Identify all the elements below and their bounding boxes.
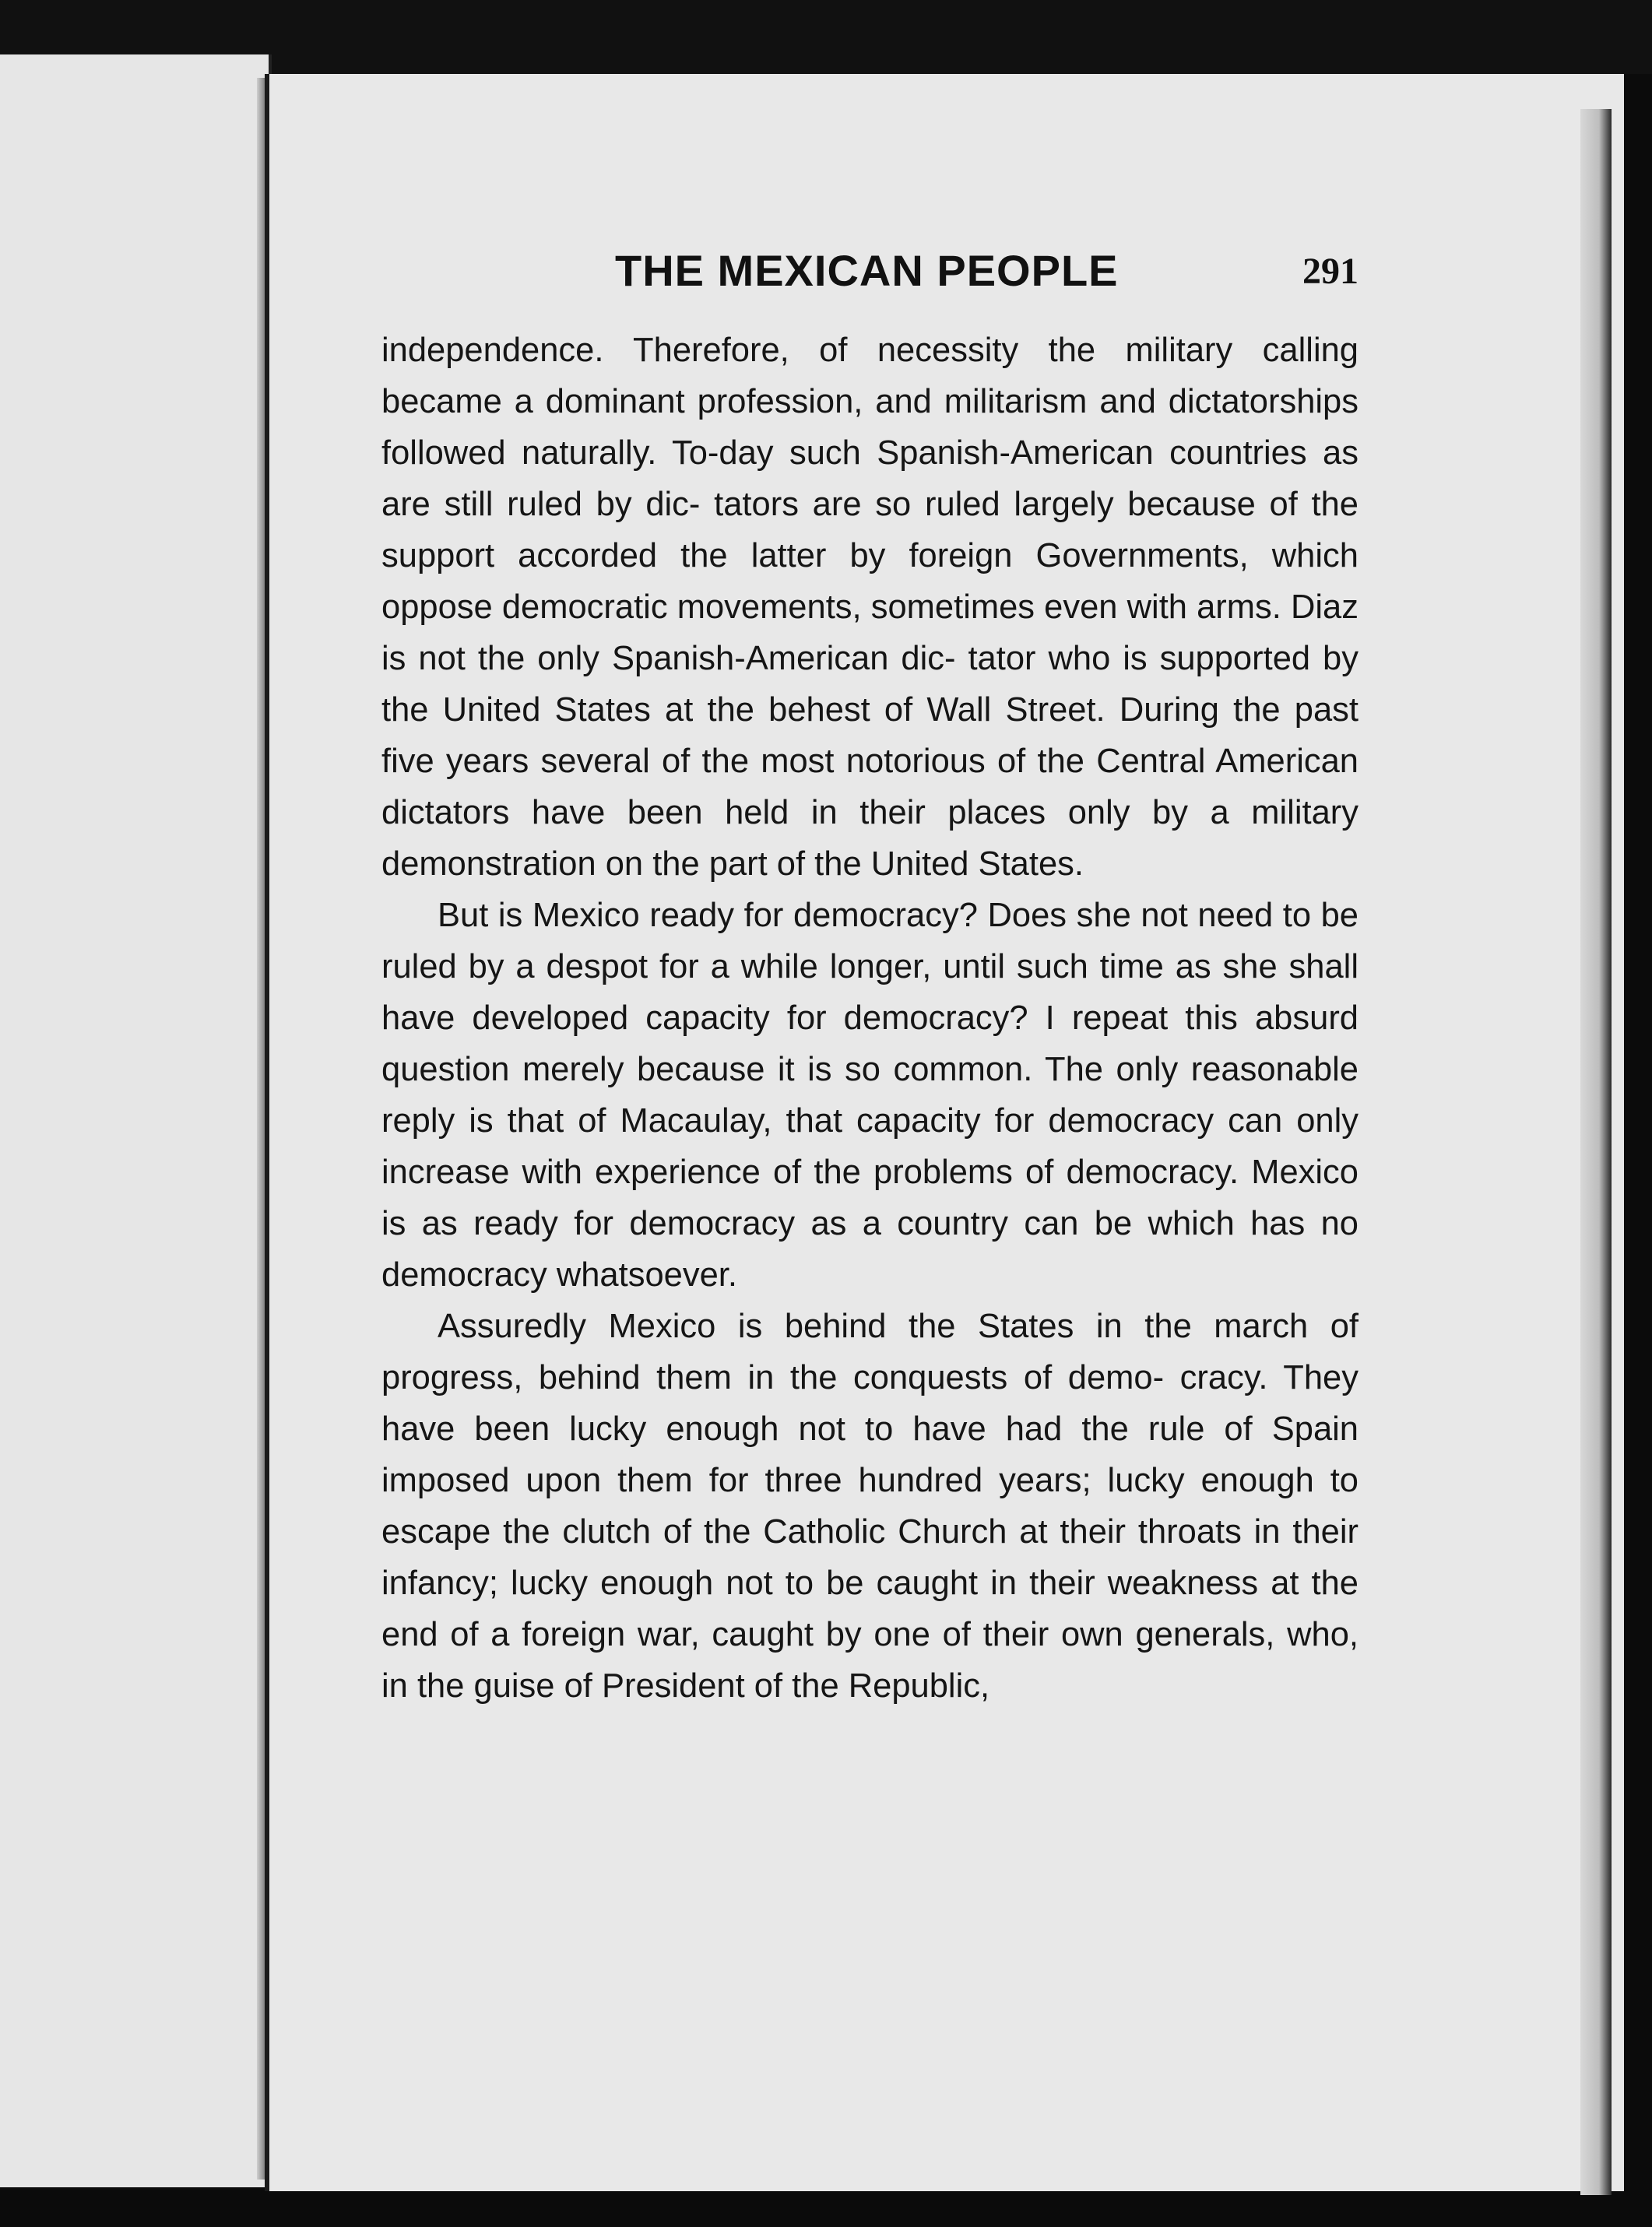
left-page-edge [0,54,272,2187]
paragraph: Assuredly Mexico is behind the States in the march of progress, behind them in the conquests of demo- cracy. They have been lucky enough not to have had the rule of Spain imposed upon them for three hundred years; lucky enough to escape the clutch of the Catholic Church at their throats in their infancy; lucky enough not to be caught in their weakness at the end of a foreign war, caught by one of their own generals, who, in the guise of President of the Republic, [381,1308,1359,1705]
page-edge [1580,109,1612,2195]
running-head [381,245,1359,307]
paragraph: But is Mexico ready for democracy? Does she not need to be ruled by a despot for a while longer, until such time as she shall have developed capacity for democracy? I repeat this absurd question merely because it is so common. The only reasonable reply is that of Macaulay, that capacity for democracy can only increase with experience of the problems of democracy. Mexico is as ready for democracy as a country can be which has no democracy whatsoever. [381,897,1359,1294]
page-content [381,245,1359,1712]
page-number: 291 [1302,251,1359,292]
body-text [381,325,1359,1712]
paragraph: independence. Therefore, of necessity the military calling became a dominant profession, and militarism and dictatorships followed naturally. To-day such Spanish-American countries as are still ruled by dic- tators are so ruled largely because of the support accorded the latter by foreign Governments, which oppose democratic movements, sometimes even with arms. Diaz is not the only Spanish-American dic- tator who is supported by the United States at the behest of Wall Street. During the past five years several of the most notorious of the Central American dictators have been held in their places only by a military demonstration on the part of the United States. [381,332,1359,883]
running-head-title: THE MEXICAN PEOPLE [615,246,1119,295]
